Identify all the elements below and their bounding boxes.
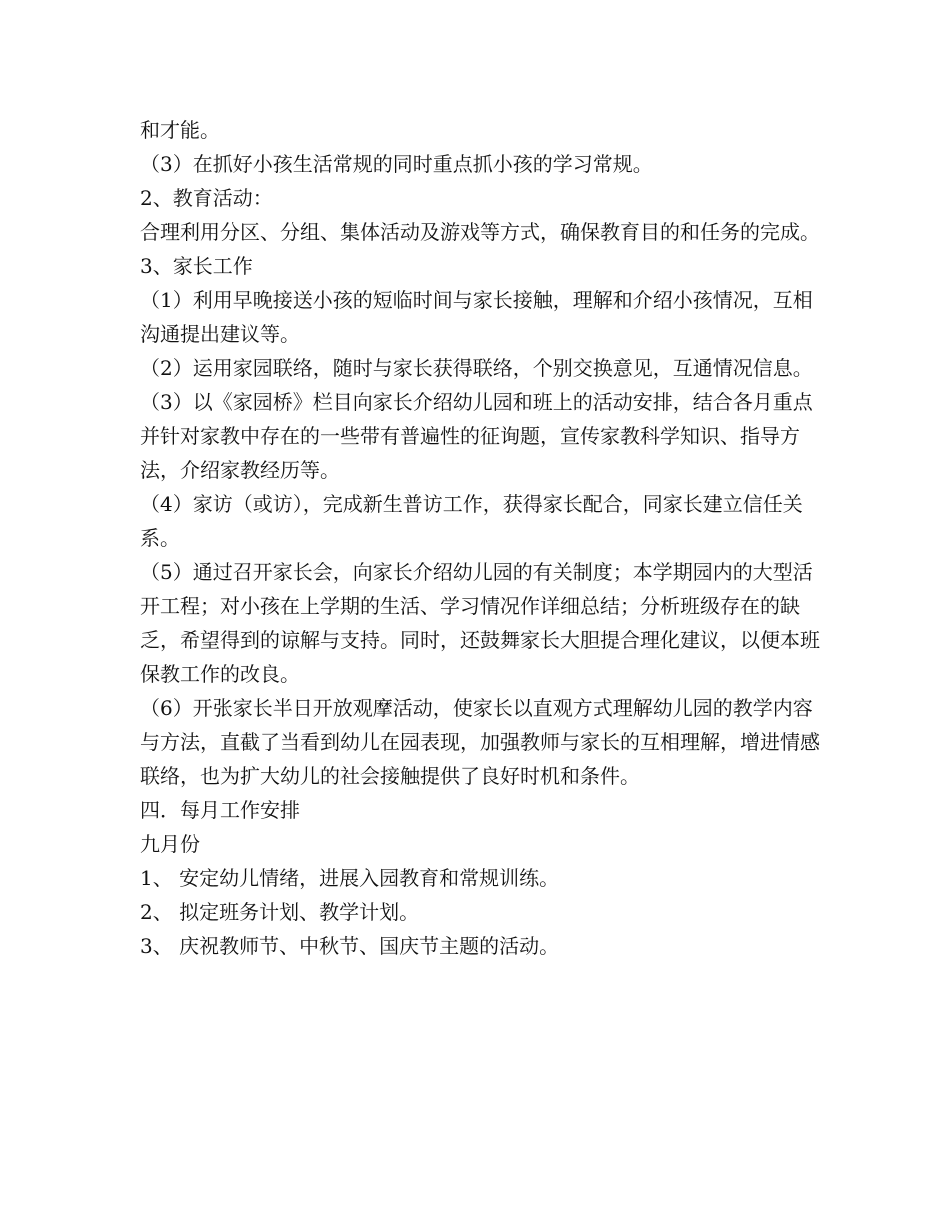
list-item-september-3: 3、 庆祝教师节、中秋节、国庆节主题的活动。	[140, 934, 560, 958]
paragraph-education-activities: 合理利用分区、分组、集体活动及游戏等方式，确保教育目的和任务的完成。	[140, 220, 820, 244]
list-item-routine: （3）在抓好小孩生活常规的同时重点抓小孩的学习常规。	[140, 152, 653, 176]
list-item-parent-5: （5）通过召开家长会，向家长介绍幼儿园的有关制度；本学期园内的大型活开工程；对小孩在上学期的生活、学习情况作详细总结；分析班级存在的缺乏，希望得到的谅解与支持。同时，还鼓舞家长大胆提合理化建议，以便本班保教工作的改良。	[140, 560, 820, 686]
section-heading-parent-work: 3、家长工作	[140, 254, 253, 278]
list-item-parent-6: （6）开张家长半日开放观摩活动，使家长以直观方式理解幼儿园的教学内容与方法，直截了当看到幼儿在园表现，加强教师与家长的互相理解，增进情感联络，也为扩大幼儿的社会接触提供了良好时机和条件。	[140, 696, 820, 788]
document-body	[140, 113, 830, 963]
section-heading-monthly-plan: 四．每月工作安排	[140, 798, 300, 822]
list-item-parent-4: （4）家访（或访），完成新生普访工作，获得家长配合，同家长建立信任关系。	[140, 492, 803, 550]
list-item-september-2: 2、 拟定班务计划、教学计划。	[140, 900, 420, 924]
list-item-parent-3: （3）以《家园桥》栏目向家长介绍幼儿园和班上的活动安排，结合各月重点并针对家教中存在的一些带有普遍性的征询题，宣传家教科学知识、指导方法，介绍家教经历等。	[140, 390, 813, 482]
list-item-parent-2: （2）运用家园联络，随时与家长获得联络，个别交换意见，互通情况信息。	[140, 356, 813, 380]
section-heading-education-activities: 2、教育活动：	[140, 186, 273, 210]
list-item-parent-1: （1）利用早晚接送小孩的短临时间与家长接触，理解和介绍小孩情况，互相沟通提出建议等。	[140, 288, 813, 346]
paragraph-continuation: 和才能。	[140, 118, 220, 142]
list-item-september-1: 1、 安定幼儿情绪，进展入园教育和常规训练。	[140, 866, 560, 890]
month-heading-september: 九月份	[140, 832, 200, 856]
